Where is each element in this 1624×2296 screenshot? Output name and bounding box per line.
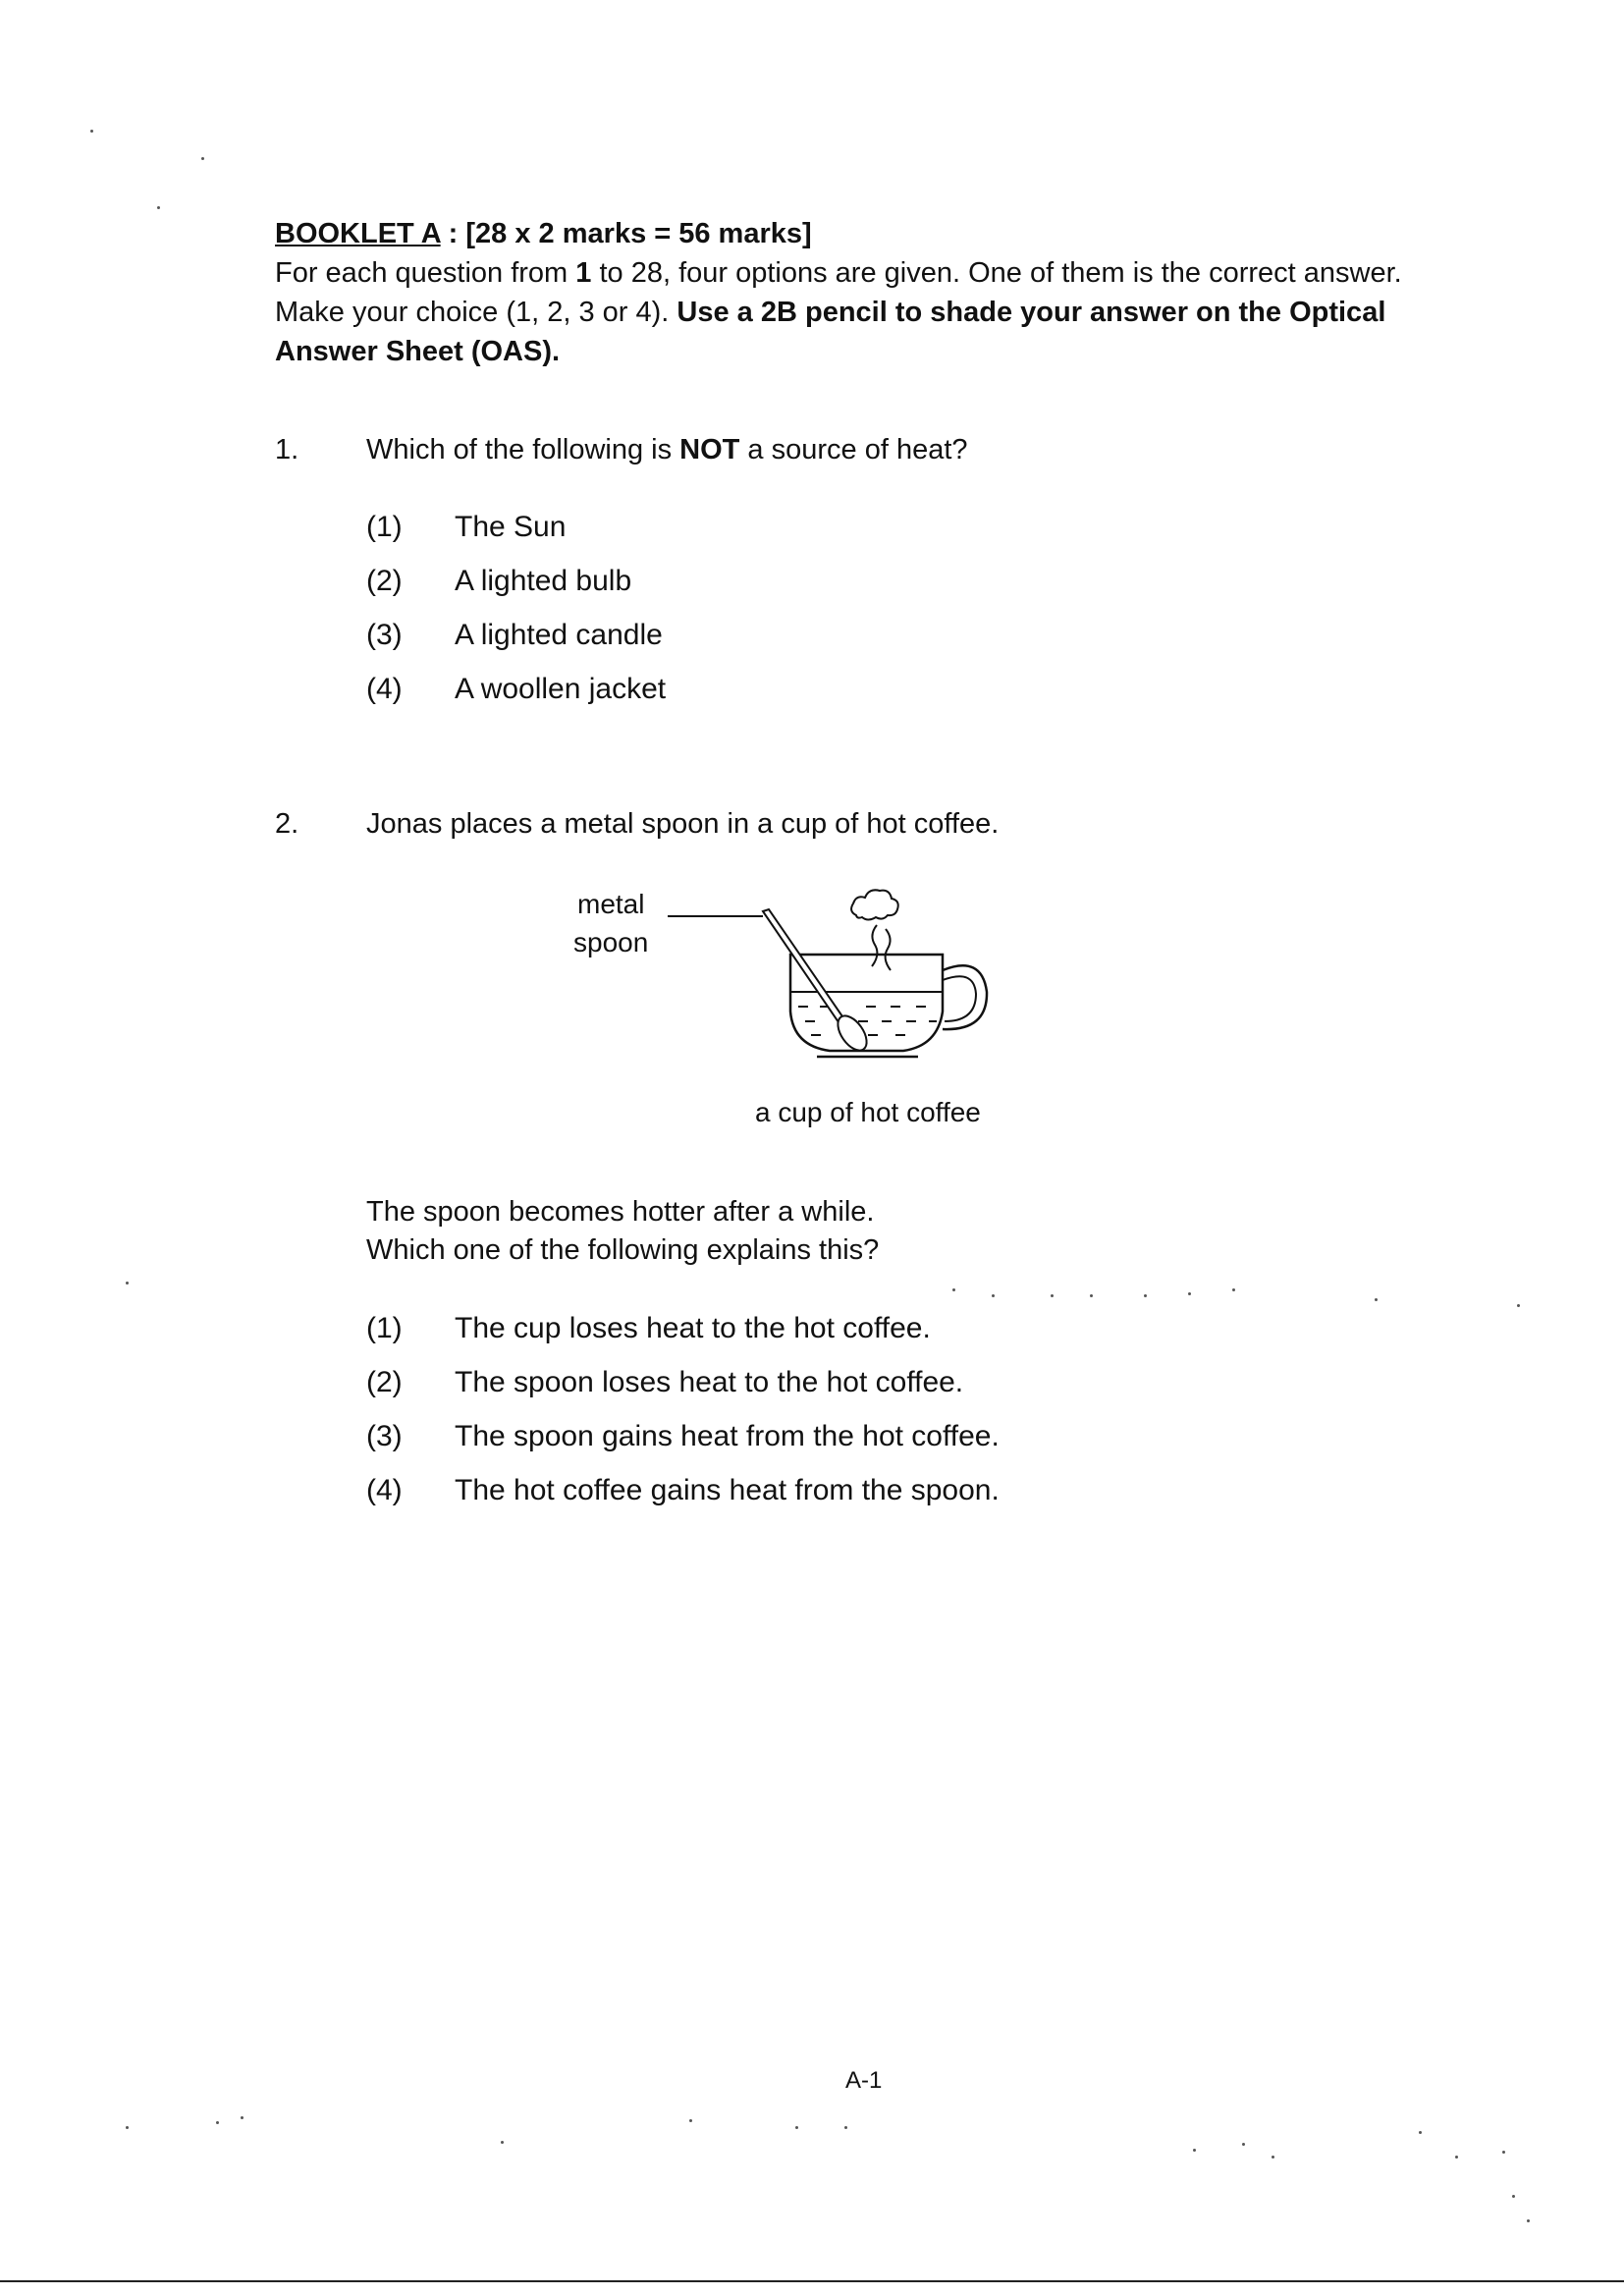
q2-text: Jonas places a metal spoon in a cup of hot coffee. (366, 808, 1000, 840)
instr-part-1-bold: 1 (575, 257, 592, 289)
q2-stem-1: The spoon becomes hotter after a while. (366, 1196, 875, 1228)
cup-handle-inner (943, 976, 976, 1021)
diagram-label-cup: a cup of hot coffee (755, 1097, 981, 1127)
steam-squiggle-1 (872, 925, 877, 966)
q2-option-2-text: The spoon loses heat to the hot coffee. (455, 1366, 964, 1398)
q1-text-bold: NOT (679, 434, 740, 465)
q2-option-2-number: (2) (366, 1366, 403, 1398)
q2-option-3-number: (3) (366, 1420, 403, 1452)
q1-text-before: Which of the following is (366, 434, 680, 465)
q2-option-3-text: The spoon gains heat from the hot coffee. (455, 1420, 1000, 1452)
q2-number: 2. (275, 808, 299, 840)
q1-option-4-number: (4) (366, 673, 403, 705)
q1-text-after: a source of heat? (739, 434, 968, 465)
q1-text (366, 434, 968, 466)
q1-option-3-text: A lighted candle (455, 619, 663, 651)
q1-option-1-text: The Sun (455, 511, 567, 543)
q2-option-4-text: The hot coffee gains heat from the spoon. (455, 1474, 1000, 1506)
steam-cloud-icon (851, 890, 898, 919)
booklet-header (275, 214, 1453, 371)
diagram-label-metal: metal (577, 889, 645, 919)
booklet-title: BOOKLET A (275, 218, 441, 249)
q1-number: 1. (275, 434, 299, 465)
booklet-marks: : [28 x 2 marks = 56 marks] (440, 218, 812, 249)
q2-stem-2: Which one of the following explains this? (366, 1234, 880, 1266)
cup-handle-outer (943, 965, 987, 1029)
instr-part-2: to 28, four options are given. One of them is the correct answer. Make your choice (1, 2, 3 or 4). (275, 257, 1402, 328)
q1-option-2-number: (2) (366, 565, 403, 597)
diagram-label-spoon: spoon (573, 927, 649, 957)
q1-option-2-text: A lighted bulb (455, 565, 632, 597)
q1-option-3-number: (3) (366, 619, 403, 651)
q2-option-1-number: (1) (366, 1312, 403, 1344)
coffee-liquid-dashes (798, 1007, 937, 1035)
instr-part-1: For each question from (275, 257, 576, 289)
spoon-handle (763, 909, 844, 1022)
page-label: A-1 (845, 2067, 883, 2094)
instr-part-3-bold: Use a 2B pencil to shade your answer on the Optical Answer Sheet (OAS). (275, 297, 1386, 367)
q2-option-1-text: The cup loses heat to the hot coffee. (455, 1312, 931, 1344)
booklet-title-line (275, 214, 1453, 253)
q1-option-4-text: A woollen jacket (455, 673, 667, 705)
steam-squiggle-2 (886, 929, 891, 970)
coffee-cup-diagram (638, 864, 1041, 1090)
bottom-rule (0, 2280, 1624, 2282)
q1-option-1-number: (1) (366, 511, 403, 543)
booklet-instructions (275, 253, 1453, 371)
q2-option-4-number: (4) (366, 1474, 403, 1506)
